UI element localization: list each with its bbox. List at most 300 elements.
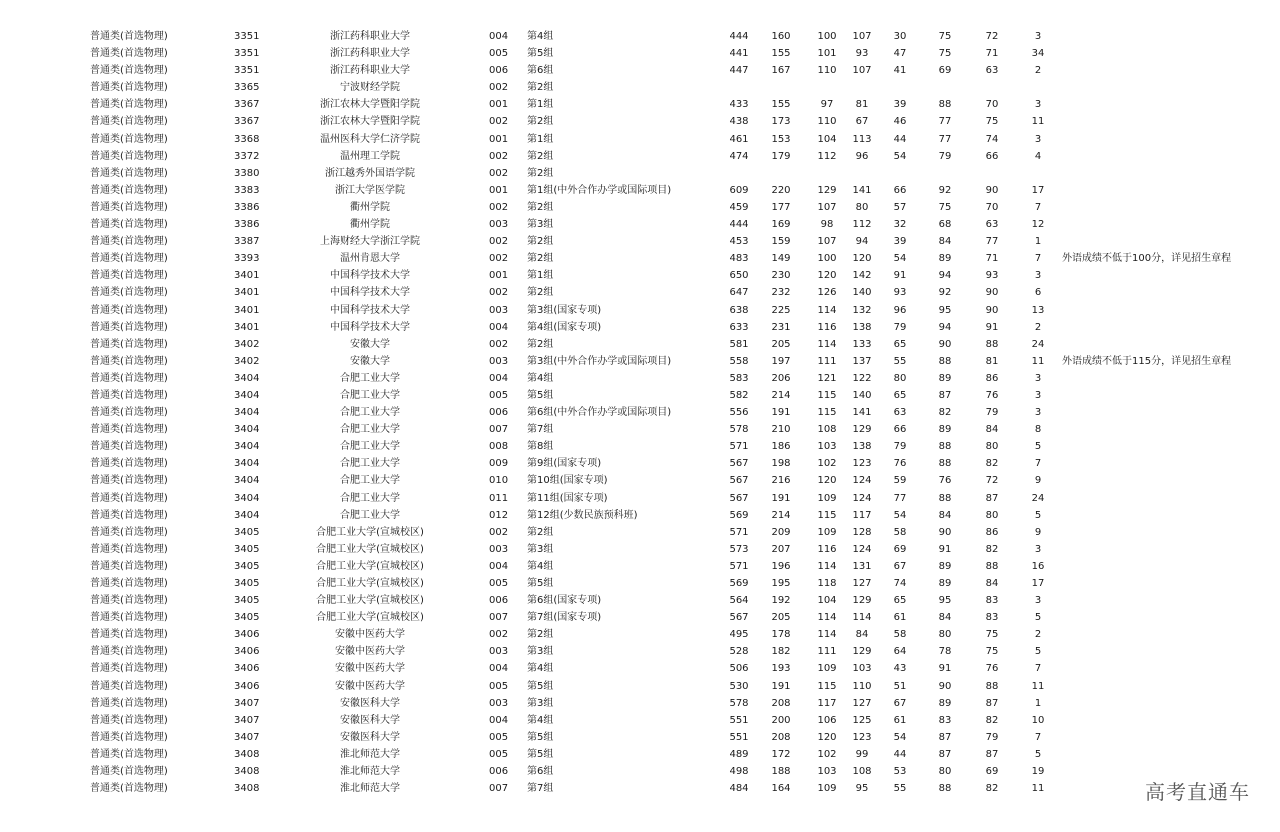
score-e-cell: 88: [938, 458, 952, 470]
score-c-cell: 142: [852, 270, 872, 282]
score-e-cell: 94: [938, 270, 952, 282]
score-c-cell: 122: [852, 372, 872, 384]
score-f-cell: 72: [985, 475, 999, 487]
score-a-cell: 208: [771, 731, 791, 743]
score-e-cell: 77: [938, 116, 952, 128]
total-score-cell: 609: [729, 184, 749, 196]
category-cell: 普通类(首选物理): [90, 304, 168, 316]
group-code-cell: 002: [489, 201, 509, 213]
group-name-cell: 第1组(中外合作办学或国际项目): [527, 184, 672, 196]
school-code-cell: 3367: [234, 116, 260, 128]
score-d-cell: 79: [893, 321, 907, 333]
school-code-cell: 3367: [234, 99, 260, 111]
group-code-cell: 002: [489, 287, 509, 299]
school-name-cell: 合肥工业大学: [340, 492, 400, 504]
category-cell: 普通类(首选物理): [90, 150, 168, 162]
group-name-cell: 第6组: [527, 65, 554, 77]
score-e-cell: 90: [938, 526, 952, 538]
score-e-cell: 80: [938, 629, 952, 641]
score-d-cell: 53: [893, 766, 907, 778]
group-name-cell: 第2组: [527, 82, 554, 94]
total-score-cell: 582: [729, 389, 749, 401]
total-score-cell: 483: [729, 253, 749, 265]
school-code-cell: 3404: [234, 407, 260, 419]
score-e-cell: 92: [938, 287, 952, 299]
score-d-cell: 32: [893, 219, 907, 231]
school-name-cell: 温州肯恩大学: [340, 253, 400, 265]
group-code-cell: 002: [489, 629, 509, 641]
school-code-cell: 3405: [234, 612, 260, 624]
score-d-cell: 39: [893, 99, 907, 111]
score-b-cell: 114: [817, 612, 837, 624]
total-score-cell: 569: [729, 578, 749, 589]
category-cell: 普通类(首选物理): [90, 48, 168, 60]
school-name-cell: 合肥工业大学(宣城校区): [316, 543, 424, 555]
score-b-cell: 103: [817, 766, 837, 778]
table-row: [0, 353, 1280, 370]
group-code-cell: 002: [489, 82, 509, 94]
score-a-cell: 193: [771, 663, 791, 675]
score-d-cell: 44: [893, 748, 907, 760]
school-name-cell: 安徽医科大学: [340, 714, 400, 726]
score-c-cell: 117: [852, 509, 872, 521]
plan-count-cell: 5: [1034, 646, 1042, 658]
score-b-cell: 126: [817, 287, 837, 299]
score-c-cell: 103: [852, 663, 872, 675]
score-a-cell: 225: [771, 304, 791, 316]
plan-count-cell: 7: [1034, 458, 1042, 470]
school-code-cell: 3404: [234, 475, 260, 487]
school-name-cell: 安徽中医药大学: [335, 663, 405, 675]
score-a-cell: 191: [771, 680, 791, 692]
school-code-cell: 3404: [234, 389, 260, 401]
score-f-cell: 82: [985, 714, 999, 726]
total-score-cell: 650: [729, 270, 749, 282]
total-score-cell: 447: [729, 65, 749, 77]
score-b-cell: 116: [817, 321, 837, 333]
school-name-cell: 淮北师范大学: [340, 766, 400, 778]
school-code-cell: 3393: [234, 253, 260, 265]
school-name-cell: 淮北师范大学: [340, 783, 400, 795]
school-name-cell: 中国科学技术大学: [330, 321, 410, 333]
score-e-cell: 89: [938, 697, 952, 709]
score-e-cell: 87: [938, 748, 952, 760]
score-d-cell: 47: [893, 48, 907, 60]
group-code-cell: 003: [489, 543, 509, 555]
score-e-cell: 68: [938, 219, 952, 231]
score-c-cell: 140: [852, 389, 872, 401]
plan-count-cell: 3: [1034, 31, 1042, 42]
school-code-cell: 3408: [234, 748, 260, 760]
plan-count-cell: 2: [1034, 629, 1042, 641]
group-name-cell: 第12组(少数民族预科班): [527, 509, 638, 521]
group-name-cell: 第7组: [527, 424, 554, 436]
score-f-cell: 80: [985, 441, 999, 453]
score-f-cell: 71: [985, 253, 999, 265]
school-name-cell: 合肥工业大学(宣城校区): [316, 578, 424, 589]
table-row: [0, 746, 1280, 763]
score-b-cell: 109: [817, 663, 837, 675]
score-d-cell: 76: [893, 458, 907, 470]
school-code-cell: 3351: [234, 31, 260, 42]
score-f-cell: 83: [985, 595, 999, 607]
score-f-cell: 84: [985, 578, 999, 589]
table-row: [0, 387, 1280, 404]
category-cell: 普通类(首选物理): [90, 748, 168, 760]
group-name-cell: 第4组: [527, 663, 554, 675]
score-b-cell: 116: [817, 543, 837, 555]
group-name-cell: 第6组(国家专项): [527, 595, 602, 607]
score-f-cell: 75: [985, 629, 999, 641]
score-b-cell: 97: [820, 99, 834, 111]
remark-cell: 外语成绩不低于100分，详见招生章程: [1062, 253, 1232, 265]
total-score-cell: 573: [729, 543, 749, 555]
category-cell: 普通类(首选物理): [90, 201, 168, 213]
score-b-cell: 115: [817, 509, 837, 521]
table-row: [0, 780, 1280, 797]
table-row: [0, 524, 1280, 541]
score-e-cell: 94: [938, 321, 952, 333]
score-c-cell: 84: [855, 629, 869, 641]
score-a-cell: 186: [771, 441, 791, 453]
plan-count-cell: 11: [1031, 680, 1045, 692]
score-a-cell: 177: [771, 201, 791, 213]
category-cell: 普通类(首选物理): [90, 697, 168, 709]
school-name-cell: 合肥工业大学(宣城校区): [316, 560, 424, 572]
table-row: [0, 421, 1280, 438]
category-cell: 普通类(首选物理): [90, 82, 168, 94]
group-code-cell: 002: [489, 338, 509, 350]
plan-count-cell: 2: [1034, 321, 1042, 333]
category-cell: 普通类(首选物理): [90, 441, 168, 453]
score-d-cell: 58: [893, 629, 907, 641]
score-b-cell: 102: [817, 748, 837, 760]
total-score-cell: 506: [729, 663, 749, 675]
score-b-cell: 112: [817, 150, 837, 162]
plan-count-cell: 34: [1031, 48, 1045, 60]
total-score-cell: 453: [729, 236, 749, 248]
school-name-cell: 浙江大学医学院: [335, 184, 405, 196]
score-d-cell: 54: [893, 150, 907, 162]
total-score-cell: 441: [729, 48, 749, 60]
score-b-cell: 104: [817, 595, 837, 607]
school-name-cell: 合肥工业大学: [340, 509, 400, 521]
school-name-cell: 安徽中医药大学: [335, 646, 405, 658]
group-name-cell: 第2组: [527, 253, 554, 265]
score-e-cell: 80: [938, 766, 952, 778]
category-cell: 普通类(首选物理): [90, 287, 168, 299]
table-row: [0, 592, 1280, 609]
table-row: [0, 370, 1280, 387]
score-a-cell: 164: [771, 783, 791, 795]
total-score-cell: 638: [729, 304, 749, 316]
score-e-cell: 88: [938, 441, 952, 453]
plan-count-cell: 3: [1034, 99, 1042, 111]
group-code-cell: 003: [489, 697, 509, 709]
total-score-cell: 444: [729, 219, 749, 231]
score-b-cell: 104: [817, 133, 837, 145]
school-code-cell: 3408: [234, 766, 260, 778]
school-code-cell: 3387: [234, 236, 260, 248]
plan-count-cell: 11: [1031, 116, 1045, 128]
total-score-cell: 578: [729, 697, 749, 709]
school-name-cell: 衢州学院: [350, 201, 390, 213]
group-code-cell: 009: [489, 458, 509, 470]
score-b-cell: 115: [817, 680, 837, 692]
category-cell: 普通类(首选物理): [90, 543, 168, 555]
score-f-cell: 90: [985, 184, 999, 196]
group-name-cell: 第6组(中外合作办学或国际项目): [527, 407, 672, 419]
school-code-cell: 3380: [234, 167, 260, 179]
school-code-cell: 3404: [234, 441, 260, 453]
group-code-cell: 008: [489, 441, 509, 453]
score-d-cell: 61: [893, 714, 907, 726]
total-score-cell: 564: [729, 595, 749, 607]
group-code-cell: 001: [489, 184, 509, 196]
score-e-cell: 88: [938, 783, 952, 795]
school-name-cell: 中国科学技术大学: [330, 304, 410, 316]
score-d-cell: 66: [893, 424, 907, 436]
school-code-cell: 3402: [234, 355, 260, 367]
score-e-cell: 88: [938, 355, 952, 367]
group-code-cell: 005: [489, 731, 509, 743]
score-b-cell: 129: [817, 184, 837, 196]
school-name-cell: 合肥工业大学(宣城校区): [316, 526, 424, 538]
score-c-cell: 120: [852, 253, 872, 265]
group-code-cell: 003: [489, 646, 509, 658]
score-c-cell: 140: [852, 287, 872, 299]
category-cell: 普通类(首选物理): [90, 407, 168, 419]
score-f-cell: 84: [985, 424, 999, 436]
group-code-cell: 005: [489, 748, 509, 760]
plan-count-cell: 7: [1034, 731, 1042, 743]
score-f-cell: 79: [985, 407, 999, 419]
table-row: [0, 763, 1280, 780]
group-code-cell: 001: [489, 133, 509, 145]
plan-count-cell: 7: [1034, 201, 1042, 213]
score-a-cell: 192: [771, 595, 791, 607]
score-c-cell: 94: [855, 236, 869, 248]
table-row: [0, 96, 1280, 113]
plan-count-cell: 3: [1034, 133, 1042, 145]
group-name-cell: 第3组: [527, 697, 554, 709]
group-name-cell: 第1组: [527, 270, 554, 282]
school-name-cell: 中国科学技术大学: [330, 270, 410, 282]
school-name-cell: 浙江药科职业大学: [330, 48, 410, 60]
score-c-cell: 81: [855, 99, 869, 111]
score-a-cell: 207: [771, 543, 791, 555]
score-e-cell: 69: [938, 65, 952, 77]
score-d-cell: 58: [893, 526, 907, 538]
table-row: [0, 113, 1280, 130]
group-name-cell: 第3组: [527, 543, 554, 555]
score-d-cell: 55: [893, 355, 907, 367]
school-code-cell: 3406: [234, 680, 260, 692]
group-name-cell: 第2组: [527, 150, 554, 162]
category-cell: 普通类(首选物理): [90, 236, 168, 248]
remark-cell: 外语成绩不低于115分，详见招生章程: [1062, 355, 1232, 367]
score-f-cell: 88: [985, 560, 999, 572]
group-code-cell: 003: [489, 219, 509, 231]
score-a-cell: 155: [771, 48, 791, 60]
total-score-cell: 498: [729, 766, 749, 778]
table-row: [0, 404, 1280, 421]
plan-count-cell: 7: [1034, 253, 1042, 265]
school-name-cell: 温州理工学院: [340, 150, 400, 162]
group-code-cell: 006: [489, 407, 509, 419]
score-a-cell: 179: [771, 150, 791, 162]
score-c-cell: 138: [852, 321, 872, 333]
school-code-cell: 3407: [234, 714, 260, 726]
score-a-cell: 196: [771, 560, 791, 572]
school-name-cell: 安徽医科大学: [340, 731, 400, 743]
table-row: [0, 507, 1280, 524]
table-row: [0, 233, 1280, 250]
group-code-cell: 005: [489, 389, 509, 401]
plan-count-cell: 17: [1031, 184, 1045, 196]
score-a-cell: 188: [771, 766, 791, 778]
score-d-cell: 59: [893, 475, 907, 487]
category-cell: 普通类(首选物理): [90, 372, 168, 384]
score-d-cell: 41: [893, 65, 907, 77]
score-d-cell: 54: [893, 509, 907, 521]
score-f-cell: 93: [985, 270, 999, 282]
school-code-cell: 3406: [234, 663, 260, 675]
group-name-cell: 第2组: [527, 629, 554, 641]
score-f-cell: 71: [985, 48, 999, 60]
group-code-cell: 011: [489, 492, 509, 504]
table-row: [0, 250, 1280, 267]
school-code-cell: 3404: [234, 492, 260, 504]
score-f-cell: 72: [985, 31, 999, 42]
score-a-cell: 214: [771, 389, 791, 401]
score-f-cell: 91: [985, 321, 999, 333]
score-a-cell: 214: [771, 509, 791, 521]
score-b-cell: 110: [817, 65, 837, 77]
school-code-cell: 3405: [234, 526, 260, 538]
total-score-cell: 556: [729, 407, 749, 419]
score-f-cell: 83: [985, 612, 999, 624]
total-score-cell: 433: [729, 99, 749, 111]
total-score-cell: 530: [729, 680, 749, 692]
score-a-cell: 195: [771, 578, 791, 589]
group-code-cell: 001: [489, 99, 509, 111]
score-d-cell: 65: [893, 338, 907, 350]
group-name-cell: 第5组: [527, 748, 554, 760]
score-b-cell: 101: [817, 48, 837, 60]
table-row: [0, 490, 1280, 507]
score-a-cell: 182: [771, 646, 791, 658]
plan-count-cell: 3: [1034, 595, 1042, 607]
group-code-cell: 007: [489, 783, 509, 795]
group-name-cell: 第4组: [527, 31, 554, 42]
table-row: [0, 660, 1280, 677]
school-code-cell: 3404: [234, 424, 260, 436]
category-cell: 普通类(首选物理): [90, 509, 168, 521]
group-code-cell: 004: [489, 714, 509, 726]
school-name-cell: 淮北师范大学: [340, 748, 400, 760]
score-c-cell: 96: [855, 150, 869, 162]
score-f-cell: 88: [985, 680, 999, 692]
group-code-cell: 007: [489, 612, 509, 624]
school-name-cell: 浙江药科职业大学: [330, 31, 410, 42]
score-e-cell: 88: [938, 492, 952, 504]
group-code-cell: 002: [489, 167, 509, 179]
score-d-cell: 55: [893, 783, 907, 795]
score-e-cell: 84: [938, 236, 952, 248]
table-row: [0, 165, 1280, 182]
score-c-cell: 124: [852, 543, 872, 555]
score-b-cell: 121: [817, 372, 837, 384]
score-a-cell: 230: [771, 270, 791, 282]
score-b-cell: 115: [817, 389, 837, 401]
school-name-cell: 合肥工业大学: [340, 389, 400, 401]
score-c-cell: 123: [852, 458, 872, 470]
score-a-cell: 216: [771, 475, 791, 487]
category-cell: 普通类(首选物理): [90, 526, 168, 538]
group-code-cell: 002: [489, 253, 509, 265]
score-b-cell: 109: [817, 492, 837, 504]
group-code-cell: 002: [489, 116, 509, 128]
plan-count-cell: 13: [1031, 304, 1045, 316]
school-name-cell: 合肥工业大学(宣城校区): [316, 595, 424, 607]
score-f-cell: 74: [985, 133, 999, 145]
total-score-cell: 558: [729, 355, 749, 367]
score-e-cell: 77: [938, 133, 952, 145]
score-e-cell: 78: [938, 646, 952, 658]
score-d-cell: 93: [893, 287, 907, 299]
school-name-cell: 温州医科大学仁济学院: [320, 133, 420, 145]
score-e-cell: 92: [938, 184, 952, 196]
score-d-cell: 67: [893, 560, 907, 572]
total-score-cell: 444: [729, 31, 749, 42]
table-row: [0, 319, 1280, 336]
category-cell: 普通类(首选物理): [90, 338, 168, 350]
score-d-cell: 79: [893, 441, 907, 453]
score-d-cell: 44: [893, 133, 907, 145]
score-d-cell: 61: [893, 612, 907, 624]
score-f-cell: 87: [985, 748, 999, 760]
group-name-cell: 第2组: [527, 116, 554, 128]
score-b-cell: 117: [817, 697, 837, 709]
score-d-cell: 77: [893, 492, 907, 504]
group-name-cell: 第2组: [527, 526, 554, 538]
school-name-cell: 合肥工业大学: [340, 372, 400, 384]
score-e-cell: 87: [938, 731, 952, 743]
group-code-cell: 005: [489, 578, 509, 589]
school-code-cell: 3368: [234, 133, 260, 145]
group-code-cell: 002: [489, 236, 509, 248]
score-b-cell: 100: [817, 31, 837, 42]
school-code-cell: 3383: [234, 184, 260, 196]
category-cell: 普通类(首选物理): [90, 31, 168, 42]
category-cell: 普通类(首选物理): [90, 612, 168, 624]
total-score-cell: 551: [729, 731, 749, 743]
category-cell: 普通类(首选物理): [90, 321, 168, 333]
category-cell: 普通类(首选物理): [90, 578, 168, 589]
total-score-cell: 569: [729, 509, 749, 521]
score-a-cell: 198: [771, 458, 791, 470]
school-code-cell: 3407: [234, 731, 260, 743]
score-a-cell: 160: [771, 31, 791, 42]
school-name-cell: 浙江药科职业大学: [330, 65, 410, 77]
category-cell: 普通类(首选物理): [90, 389, 168, 401]
total-score-cell: 583: [729, 372, 749, 384]
table-row: [0, 284, 1280, 301]
plan-count-cell: 3: [1034, 372, 1042, 384]
score-d-cell: 57: [893, 201, 907, 213]
score-f-cell: 69: [985, 766, 999, 778]
